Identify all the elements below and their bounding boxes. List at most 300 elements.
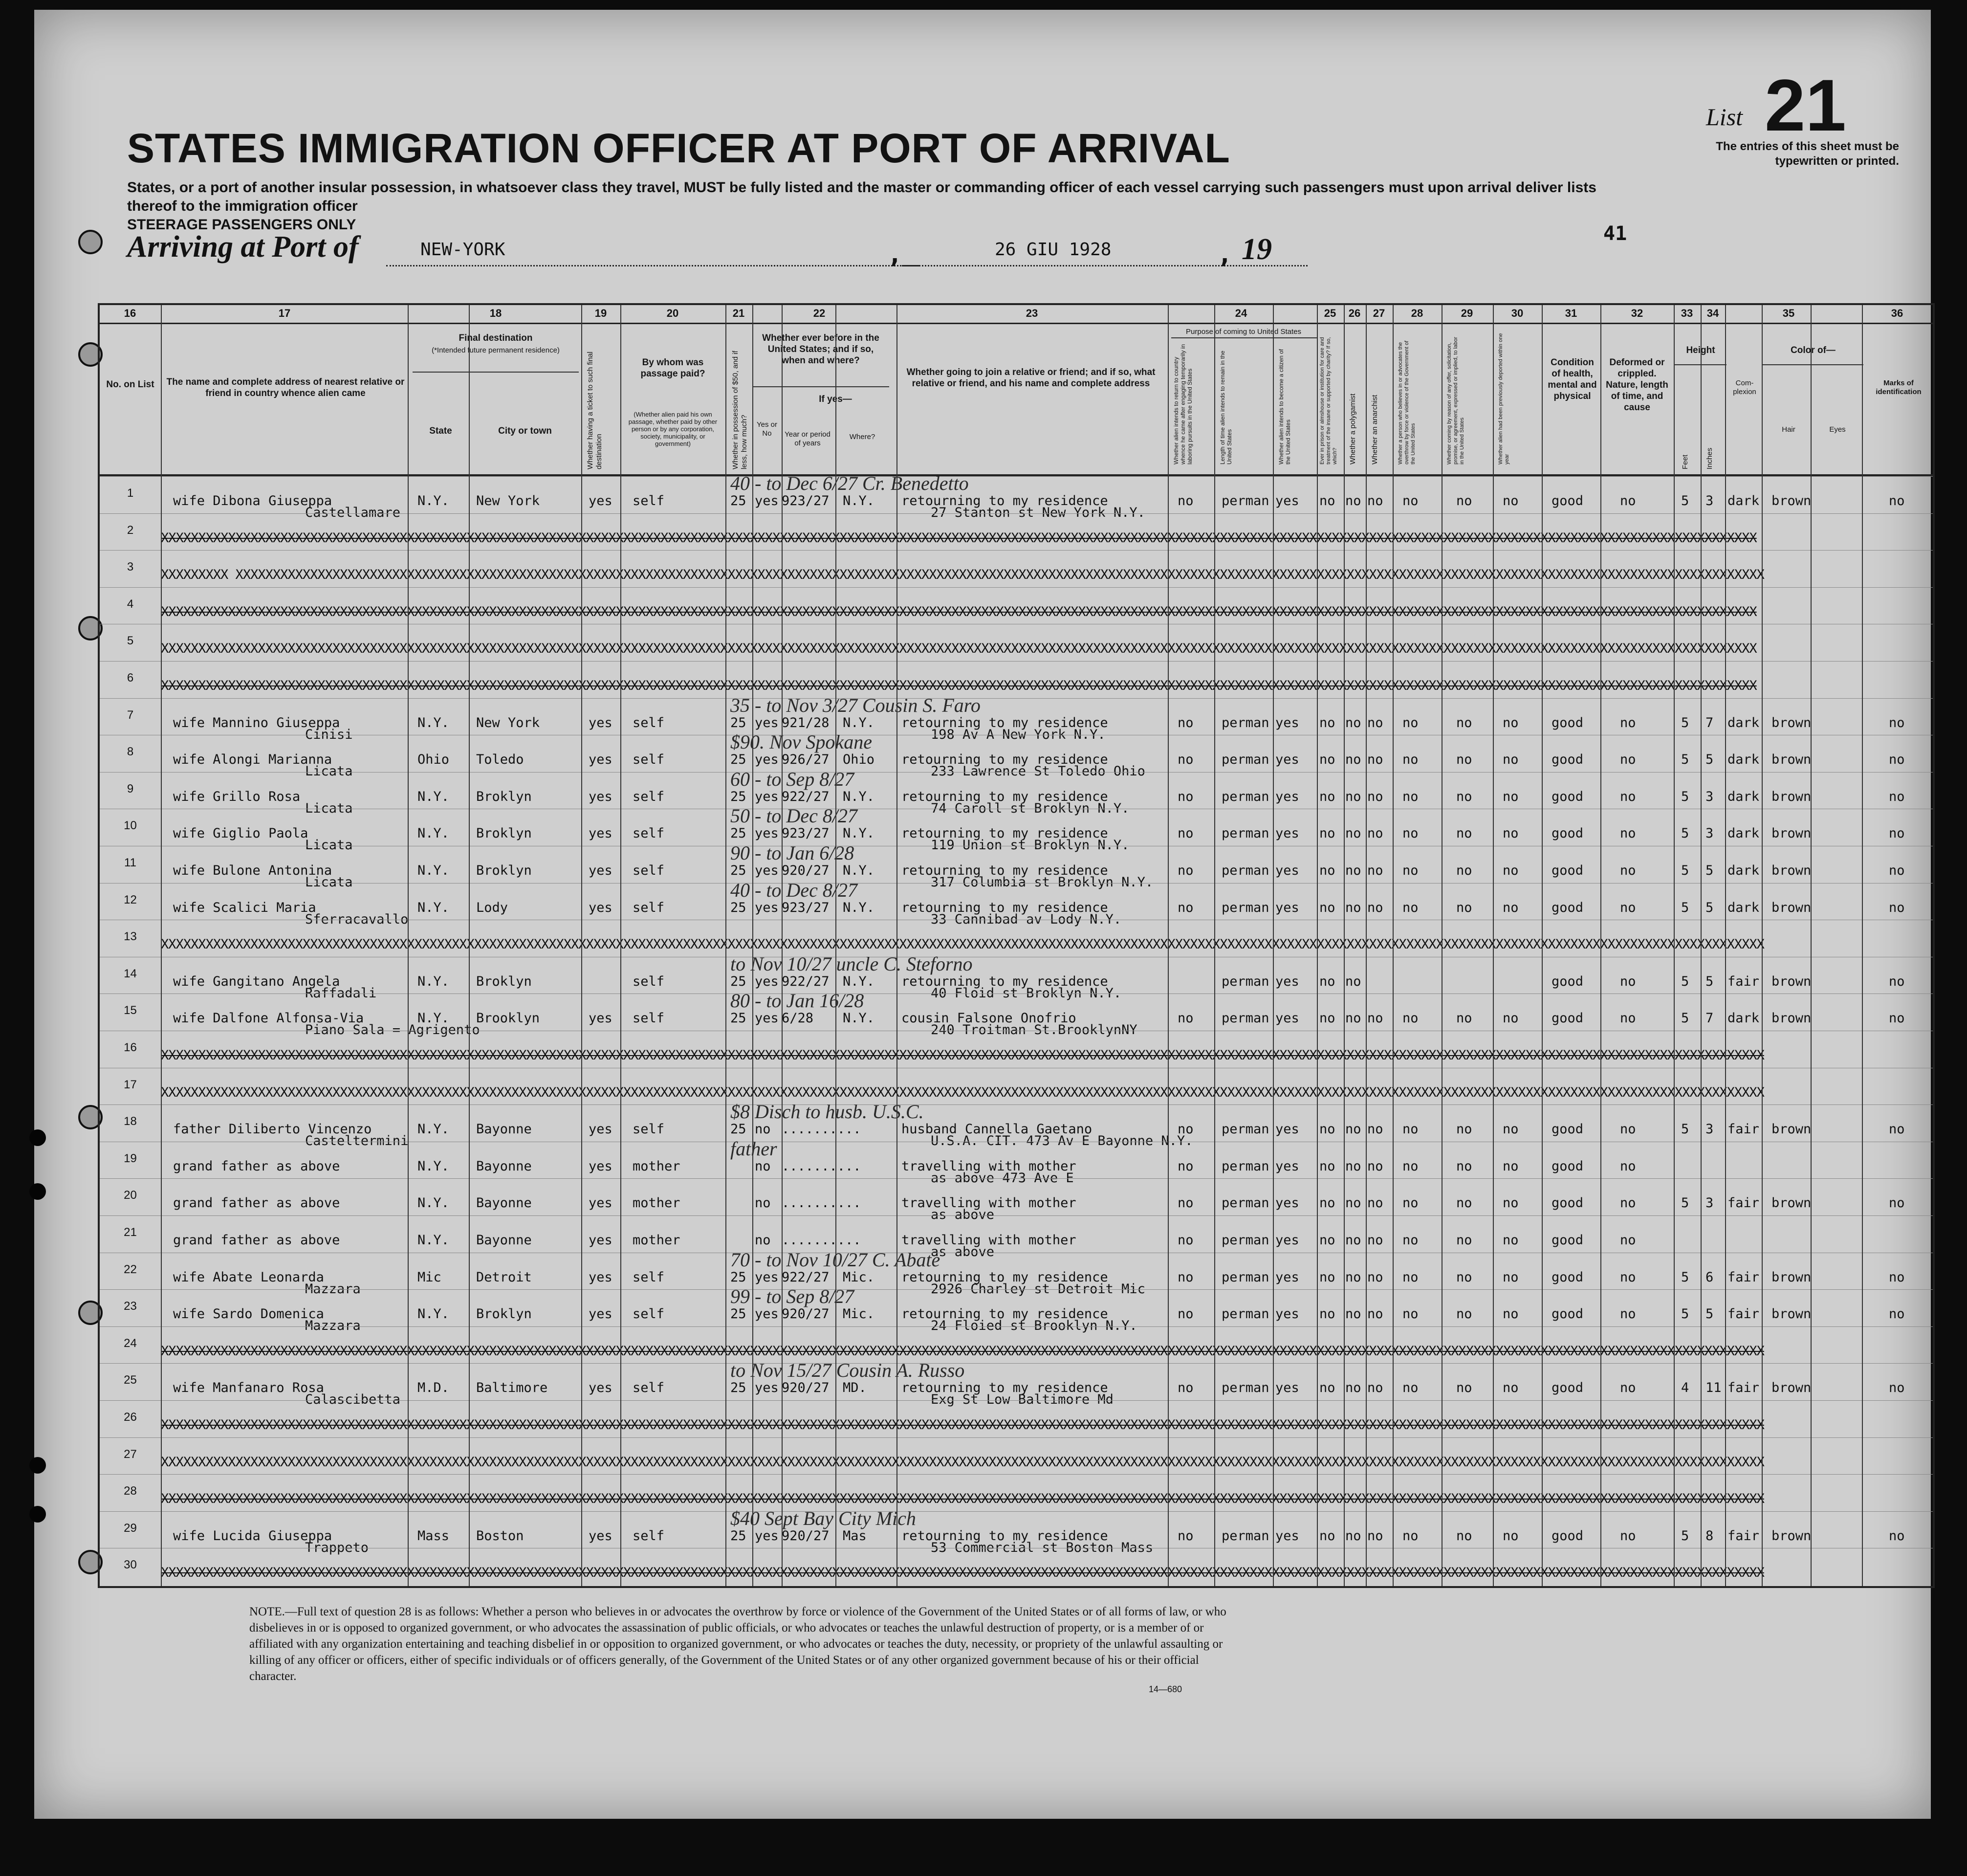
cell-p26: no	[1345, 752, 1361, 768]
cell-p26: no	[1345, 863, 1361, 878]
cell-p29: no	[1456, 715, 1472, 730]
cell-join-address: 198 Av A New York N.Y.	[931, 727, 1106, 742]
cell-relative-town: Raffadali	[305, 985, 377, 1001]
instructions	[127, 178, 1642, 234]
cell-comp: fair	[1727, 1306, 1760, 1322]
cell-money: 25	[730, 1380, 746, 1396]
cell-p27: no	[1367, 1269, 1383, 1285]
cell-comp: fair	[1727, 1122, 1760, 1137]
cell-ticket: yes	[589, 1233, 612, 1248]
handwritten-annotation: $90. Nov Spokane	[730, 731, 872, 753]
cell-join-address: as above	[931, 1207, 995, 1223]
row-number: 28	[124, 1484, 137, 1498]
header-year-period: Year or period of years	[785, 430, 831, 447]
cell-in: 6	[1705, 1269, 1714, 1285]
handwritten-annotation: 90 - to Jan 6/28	[730, 842, 854, 864]
cell-join-address: 24 Floied st Brooklyn N.Y.	[931, 1318, 1137, 1334]
header-if-yes: If yes—	[819, 394, 852, 404]
cell-p26: no	[1345, 715, 1361, 730]
cell-join: retourning to my residence	[901, 752, 1108, 768]
cell-ft: 5	[1681, 826, 1689, 841]
cell-yrs: ..........	[782, 1158, 861, 1174]
cell-where: N.Y.	[843, 789, 875, 804]
cell-rel: wife Bulone Antonina	[173, 863, 332, 878]
cell-hair: brown	[1771, 1195, 1812, 1211]
cell-relative-town: Casteltermini	[305, 1133, 409, 1149]
header-yes-no: Yes or No	[757, 420, 777, 438]
cell-money: 25	[730, 1011, 746, 1026]
cell-in: 7	[1705, 715, 1714, 730]
cell-p30: no	[1503, 1380, 1519, 1396]
cell-p28: no	[1402, 863, 1419, 878]
form-code: 14—680	[1149, 1684, 1182, 1694]
header-deported: Whether alien had been previously deported within one year	[1498, 333, 1510, 464]
cell-join: travelling with mother	[901, 1158, 1076, 1174]
cell-paid: self	[633, 973, 665, 989]
cell-state: N.Y.	[417, 1195, 450, 1211]
steerage-label: STEERAGE PASSENGERS ONLY	[127, 217, 356, 233]
row-number: 21	[124, 1226, 137, 1239]
cell-health: good	[1552, 1158, 1584, 1174]
cell-marks: no	[1889, 1380, 1905, 1396]
handwritten-annotation: 99 - to Sep 8/27	[730, 1285, 854, 1308]
cell-p25: no	[1319, 863, 1335, 878]
cancelled-row-fill: XXXXXXXXXXXXXXXXXXXXXXXXXXXXXXXXXXXXXXXXXXXXXXXXXXXXXXXXXXXXXXXXXXXXXXXXXXXXXXXXXXXXXXXXXXXXXXXXXXXXXXXXXXXXXXXXXXXXXXXXXXXXXXXXXXXXXXXXXXXXXXXXXXXXXXXXXXXXXXXXXXXXXXXXXXXXXXXXXXXXXXXXXXXXXXXXXXXXXXXXXXXXXXXXXXXXXXX	[161, 1417, 1764, 1433]
cell-state: Mic	[417, 1269, 441, 1285]
column-number: 23	[1026, 307, 1038, 319]
row-number: 23	[124, 1300, 137, 1313]
cell-join-address: 119 Union st Broklyn N.Y.	[931, 838, 1130, 853]
column-number: 30	[1511, 307, 1524, 319]
cell-health: good	[1552, 863, 1584, 878]
cell-in: 5	[1705, 973, 1714, 989]
cell-p30: no	[1503, 1306, 1519, 1322]
cell-ret: no	[1178, 826, 1194, 841]
cell-state: N.Y.	[417, 1233, 450, 1248]
cell-city: Bayonne	[476, 1158, 532, 1174]
port-field: NEW-YORK	[386, 240, 919, 266]
column-rule	[1674, 305, 1675, 1586]
cell-yrs: 920/27	[782, 1528, 830, 1544]
cell-paid: self	[633, 826, 665, 841]
cell-ret: no	[1178, 1380, 1194, 1396]
row-number: 9	[127, 782, 134, 795]
cell-def: no	[1620, 789, 1636, 804]
punch-hole	[29, 1506, 46, 1523]
header-passage-note: (Whether alien paid his own passage, whether paid by other person or by any corporation, society, municipality, or government)	[628, 411, 718, 447]
cell-hair: brown	[1771, 1011, 1812, 1026]
header-labor-offer: Whether coming by reason of any offer, solicitation, promise, or agreement, expressed or implied, to labor in the United States	[1446, 336, 1465, 464]
header-purpose-return: Whether alien intends to return to country whence he came after engaging temporarily in laboring pursuits in the United States	[1173, 344, 1193, 464]
header-relative: The name and complete address of nearest relative or friend in country whence alien came	[166, 377, 405, 398]
cell-comp: dark	[1727, 493, 1760, 508]
cell-yrs: ..........	[782, 1122, 861, 1137]
cell-cit: yes	[1275, 789, 1299, 804]
cell-rel: wife Grillo Rosa	[173, 789, 301, 804]
cell-p26: no	[1345, 1269, 1361, 1285]
header-passage-paid: By whom was passage paid?	[640, 357, 705, 379]
cell-p26: no	[1345, 1528, 1361, 1544]
cell-money: 25	[730, 752, 746, 768]
cell-money: 25	[730, 900, 746, 915]
cell-p26: no	[1345, 1233, 1361, 1248]
table-row	[100, 661, 1933, 698]
column-number: 25	[1324, 307, 1336, 319]
cell-ret: no	[1178, 1158, 1194, 1174]
header-anarchist: Whether an anarchist	[1371, 395, 1379, 464]
header-ever-before: Whether ever before in the United States; and if so, when and where?	[762, 333, 879, 366]
cell-ticket: yes	[589, 1528, 612, 1544]
cancelled-row-fill: XXXXXXXXXXXXXXXXXXXXXXXXXXXXXXXXXXXXXXXXXXXXXXXXXXXXXXXXXXXXXXXXXXXXXXXXXXXXXXXXXXXXXXXXXXXXXXXXXXXXXXXXXXXXXXXXXXXXXXXXXXXXXXXXXXXXXXXXXXXXXXXXXXXXXXXXXXXXXXXXXXXXXXXXXXXXXXXXXXXXXXXXXXXXXXXXXXXXXXXXXXXXXXXXXXXXXXX	[161, 1048, 1764, 1063]
cell-ft: 4	[1681, 1380, 1689, 1396]
cell-yrs: 921/28	[782, 715, 830, 730]
cell-p27: no	[1367, 493, 1383, 508]
cell-health: good	[1552, 1122, 1584, 1137]
row-number: 27	[124, 1447, 137, 1461]
cell-state: N.Y.	[417, 493, 450, 508]
cell-money: 25	[730, 789, 746, 804]
row-number: 30	[124, 1558, 137, 1572]
cell-where: N.Y.	[843, 715, 875, 730]
cell-yrs: ..........	[782, 1233, 861, 1248]
cell-ticket: yes	[589, 900, 612, 915]
cell-p26: no	[1345, 1306, 1361, 1322]
cell-cit: yes	[1275, 1195, 1299, 1211]
instructions-text: States, or a port of another insular possession, in whatsoever class they travel, MUST be fully listed and the master or commanding officer of each vessel carrying such passengers must upon arrival deliver lists thereof to the immigration officer	[127, 179, 1596, 214]
column-rule	[1701, 305, 1702, 1586]
cell-state: N.Y.	[417, 900, 450, 915]
cell-health: good	[1552, 715, 1584, 730]
cell-p26: no	[1345, 1122, 1361, 1137]
cell-join: retourning to my residence	[901, 1380, 1108, 1396]
cell-rel: wife Sardo Domenica	[173, 1306, 324, 1322]
row-number: 1	[127, 486, 134, 500]
column-rule	[782, 305, 783, 1586]
cell-where: N.Y.	[843, 493, 875, 508]
cell-p29: no	[1456, 1380, 1472, 1396]
cell-def: no	[1620, 973, 1636, 989]
cell-city: Broklyn	[476, 973, 532, 989]
cell-ret: no	[1178, 789, 1194, 804]
column-number: 16	[124, 307, 136, 319]
cell-p28: no	[1402, 1233, 1419, 1248]
cell-p27: no	[1367, 1233, 1383, 1248]
cell-len: perman	[1222, 826, 1269, 841]
cell-ret: no	[1178, 1306, 1194, 1322]
list-label: List	[1706, 103, 1743, 131]
cell-p29: no	[1456, 1195, 1472, 1211]
cell-cit: yes	[1275, 973, 1299, 989]
list-number: 21	[1765, 64, 1846, 146]
cell-hair: brown	[1771, 1306, 1812, 1322]
header-feet: Feet	[1681, 454, 1689, 469]
separator: ,	[1217, 240, 1233, 269]
row-number: 17	[124, 1078, 137, 1091]
cell-marks: no	[1889, 1528, 1905, 1544]
page-title: STATES IMMIGRATION OFFICER AT PORT OF ARRIVAL	[127, 125, 1230, 171]
cell-join-address: Exg St Low Baltimore Md	[931, 1392, 1114, 1408]
cell-p25: no	[1319, 1528, 1335, 1544]
cell-money: 25	[730, 826, 746, 841]
cell-state: N.Y.	[417, 1158, 450, 1174]
cell-rel: grand father as above	[173, 1158, 340, 1174]
cell-ticket: yes	[589, 752, 612, 768]
cell-def: no	[1620, 826, 1636, 841]
cell-relative-town: Trappeto	[305, 1540, 369, 1555]
row-number: 29	[124, 1521, 137, 1535]
cell-hair: brown	[1771, 1528, 1812, 1544]
cell-p25: no	[1319, 1269, 1335, 1285]
cell-paid: self	[633, 863, 665, 878]
row-number: 24	[124, 1336, 137, 1350]
cell-ever: yes	[755, 973, 779, 989]
cell-p29: no	[1456, 900, 1472, 915]
cell-money: 25	[730, 973, 746, 989]
cell-len: perman	[1222, 1195, 1269, 1211]
cell-rel: wife Alongi Marianna	[173, 752, 332, 768]
cell-health: good	[1552, 789, 1584, 804]
cell-where: N.Y.	[843, 1011, 875, 1026]
header-prison: Ever in prison or almshouse or institution for care and treatment of the insane or supported by charity? If so, which?	[1319, 337, 1338, 464]
cell-relative-town: Licata	[305, 800, 353, 816]
table-row	[100, 587, 1933, 624]
cell-p27: no	[1367, 826, 1383, 841]
cell-relative-town: Piano Sala = Agrigento	[305, 1022, 480, 1038]
cell-in: 3	[1705, 789, 1714, 804]
row-number: 8	[127, 745, 134, 759]
cell-health: good	[1552, 1528, 1584, 1544]
table-row	[100, 1359, 1933, 1408]
cell-ret: no	[1178, 863, 1194, 878]
cell-cit: yes	[1275, 900, 1299, 915]
column-number: 17	[278, 307, 291, 319]
cell-ever: no	[755, 1195, 771, 1211]
cell-money: 25	[730, 1122, 746, 1137]
cell-state: M.D.	[417, 1380, 450, 1396]
cell-ticket: yes	[589, 1011, 612, 1026]
handwritten-annotation: 40 - to Dec 6/27 Cr. Benedetto	[730, 472, 969, 494]
cell-marks: no	[1889, 1269, 1905, 1285]
handwritten-annotation: 60 - to Sep 8/27	[730, 768, 854, 790]
column-number: 27	[1373, 307, 1385, 319]
header-join-relative: Whether going to join a relative or friend; and if so, what relative or friend, and his name and complete address	[906, 367, 1156, 389]
cell-join: retourning to my residence	[901, 1306, 1108, 1322]
cell-relative-town: Licata	[305, 838, 353, 853]
cell-paid: mother	[633, 1195, 680, 1211]
header-hair: Hair	[1782, 425, 1795, 434]
column-rule	[620, 305, 621, 1586]
cell-city: Broklyn	[476, 826, 532, 841]
cell-rel: wife Abate Leonarda	[173, 1269, 324, 1285]
cell-in: 11	[1705, 1380, 1722, 1396]
header-final-destination: Final destination	[459, 333, 533, 343]
cell-city: Brooklyn	[476, 1011, 540, 1026]
cell-p29: no	[1456, 1122, 1472, 1137]
punch-hole	[29, 1457, 46, 1474]
cell-p27: no	[1367, 1122, 1383, 1137]
cell-rel: wife Lucida Giuseppa	[173, 1528, 332, 1544]
cell-in: 5	[1705, 1306, 1714, 1322]
column-rule	[725, 305, 726, 1586]
cell-cit: yes	[1275, 1011, 1299, 1026]
cell-ret: no	[1178, 900, 1194, 915]
cell-len: perman	[1222, 973, 1269, 989]
cell-ft: 5	[1681, 1528, 1689, 1544]
cell-ticket: yes	[589, 1306, 612, 1322]
cell-p27: no	[1367, 752, 1383, 768]
cell-join-address: 27 Stanton st New York N.Y.	[931, 505, 1145, 520]
cell-p25: no	[1319, 1380, 1335, 1396]
cell-marks: no	[1889, 900, 1905, 915]
cell-hair: brown	[1771, 1380, 1812, 1396]
cell-p29: no	[1456, 1233, 1472, 1248]
cell-p29: no	[1456, 1306, 1472, 1322]
table-row	[100, 1437, 1933, 1475]
cell-paid: self	[633, 900, 665, 915]
cell-comp: fair	[1727, 1528, 1760, 1544]
cell-join: retourning to my residence	[901, 493, 1108, 508]
cell-rel: wife Dibona Giuseppa	[173, 493, 332, 508]
cell-len: perman	[1222, 900, 1269, 915]
cell-hair: brown	[1771, 1122, 1812, 1137]
cell-state: Ohio	[417, 752, 450, 768]
row-number: 3	[127, 560, 134, 574]
header-money: Whether in possession of $50, and if less, how much?	[731, 351, 748, 469]
cell-p27: no	[1367, 1380, 1383, 1396]
cell-len: perman	[1222, 1122, 1269, 1137]
column-rule	[835, 305, 836, 1586]
cell-ever: yes	[755, 1269, 779, 1285]
cell-p30: no	[1503, 715, 1519, 730]
cell-len: perman	[1222, 1269, 1269, 1285]
cell-ret: no	[1178, 1528, 1194, 1544]
cell-health: good	[1552, 1195, 1584, 1211]
cell-marks: no	[1889, 826, 1905, 841]
cell-p30: no	[1503, 1158, 1519, 1174]
cell-join: cousin Falsone Onofrio	[901, 1011, 1076, 1026]
cell-p29: no	[1456, 826, 1472, 841]
cell-comp: fair	[1727, 1269, 1760, 1285]
cell-p26: no	[1345, 1011, 1361, 1026]
table-row	[100, 990, 1933, 1038]
cell-yrs: 926/27	[782, 752, 830, 768]
header-deformed: Deformed or crippled. Nature, length of time, and cause	[1606, 357, 1668, 413]
cell-marks: no	[1889, 789, 1905, 804]
cell-len: perman	[1222, 863, 1269, 878]
cell-len: perman	[1222, 1528, 1269, 1544]
cell-rel: wife Manfanaro Rosa	[173, 1380, 324, 1396]
cell-relative-town: Castellamare	[305, 505, 401, 520]
cell-ticket: yes	[589, 826, 612, 841]
cell-in: 3	[1705, 826, 1714, 841]
cell-p30: no	[1503, 1269, 1519, 1285]
cell-p27: no	[1367, 863, 1383, 878]
column-rule	[1317, 305, 1318, 1586]
cell-yrs: 920/27	[782, 863, 830, 878]
cancelled-row-fill: XXXXXXXXXXXXXXXXXXXXXXXXXXXXXXXXXXXXXXXXXXXXXXXXXXXXXXXXXXXXXXXXXXXXXXXXXXXXXXXXXXXXXXXXXXXXXXXXXXXXXXXXXXXXXXXXXXXXXXXXXXXXXXXXXXXXXXXXXXXXXXXXXXXXXXXXXXXXXXXXXXXXXXXXXXXXXXXXXXXXXXXXXXXXXXXXXXXXXXXXXXXXXXXXXXXXXXX	[161, 937, 1764, 952]
cell-ret: no	[1178, 1233, 1194, 1248]
cell-p28: no	[1402, 1306, 1419, 1322]
cell-marks: no	[1889, 863, 1905, 878]
cell-p28: no	[1402, 789, 1419, 804]
table-row	[100, 1326, 1933, 1364]
cell-yrs: 920/27	[782, 1380, 830, 1396]
cell-cit: yes	[1275, 1233, 1299, 1248]
cell-ever: yes	[755, 826, 779, 841]
cell-p26: no	[1345, 789, 1361, 804]
cell-def: no	[1620, 1158, 1636, 1174]
manifest-header	[34, 10, 1931, 303]
row-number: 25	[124, 1373, 137, 1387]
column-rule	[1393, 305, 1394, 1586]
cell-health: good	[1552, 900, 1584, 915]
row-number: 6	[127, 671, 134, 684]
header-polygamist: Whether a polygamist	[1349, 393, 1357, 464]
cell-city: Bayonne	[476, 1195, 532, 1211]
header-overthrow: Whether a person who believes in or advocates the overthrow by force or violence of the Government of the United States	[1398, 340, 1416, 464]
row-number: 10	[124, 819, 137, 833]
cell-health: good	[1552, 826, 1584, 841]
cell-paid: self	[633, 715, 665, 730]
table-row	[100, 1215, 1933, 1259]
cell-yrs: ..........	[782, 1195, 861, 1211]
cell-paid: mother	[633, 1233, 680, 1248]
header-final-destination-note: (*Intended future permanent residence)	[432, 346, 560, 354]
cell-city: Broklyn	[476, 1306, 532, 1322]
header-purpose-citizen: Whether alien intends to become a citizen of the United States	[1278, 349, 1291, 464]
cell-marks: no	[1889, 973, 1905, 989]
cell-join: travelling with mother	[901, 1233, 1076, 1248]
cell-rel: wife Mannino Giuseppa	[173, 715, 340, 730]
cell-p25: no	[1319, 1122, 1335, 1137]
cell-p29: no	[1456, 1528, 1472, 1544]
row-number: 19	[124, 1151, 137, 1165]
column-number: 34	[1706, 307, 1719, 319]
cell-state: N.Y.	[417, 1122, 450, 1137]
cell-p27: no	[1367, 1195, 1383, 1211]
cell-state: N.Y.	[417, 863, 450, 878]
cell-p30: no	[1503, 493, 1519, 508]
cell-where: N.Y.	[843, 863, 875, 878]
cell-join-address: U.S.A. CIT. 473 Av E Bayonne N.Y.	[931, 1133, 1193, 1149]
cell-cit: yes	[1275, 715, 1299, 730]
cell-ft: 5	[1681, 1195, 1689, 1211]
cell-hair: brown	[1771, 493, 1812, 508]
cell-comp: fair	[1727, 973, 1760, 989]
cell-p25: no	[1319, 1233, 1335, 1248]
cell-state: N.Y.	[417, 1306, 450, 1322]
table-row	[100, 472, 1933, 520]
cell-yrs: 923/27	[782, 493, 830, 508]
cell-p27: no	[1367, 1011, 1383, 1026]
cancelled-row-fill: XXXXXXXXXXXXXXXXXXXXXXXXXXXXXXXXXXXXXXXXXXXXXXXXXXXXXXXXXXXXXXXXXXXXXXXXXXXXXXXXXXXXXXXXXXXXXXXXXXXXXXXXXXXXXXXXXXXXXXXXXXXXXXXXXXXXXXXXXXXXXXXXXXXXXXXXXXXXXXXXXXXXXXXXXXXXXXXXXXXXXXXXXXXXXXXXXXXXXXXXXXXXXXXXXXXXXXX	[161, 1343, 1764, 1359]
cell-money: 25	[730, 715, 746, 730]
cell-join-address: 317 Columbia st Broklyn N.Y.	[931, 875, 1154, 890]
table-row	[100, 624, 1933, 661]
cell-ticket: yes	[589, 1158, 612, 1174]
cell-comp: dark	[1727, 752, 1760, 768]
cell-ft: 5	[1681, 752, 1689, 768]
cell-p29: no	[1456, 863, 1472, 878]
row-number: 26	[124, 1411, 137, 1424]
cell-p29: no	[1456, 752, 1472, 768]
cell-ever: yes	[755, 493, 779, 508]
cell-city: New York	[476, 715, 540, 730]
cell-p28: no	[1402, 900, 1419, 915]
cell-p25: no	[1319, 973, 1335, 989]
row-number: 7	[127, 708, 134, 722]
cell-city: Detroit	[476, 1269, 532, 1285]
